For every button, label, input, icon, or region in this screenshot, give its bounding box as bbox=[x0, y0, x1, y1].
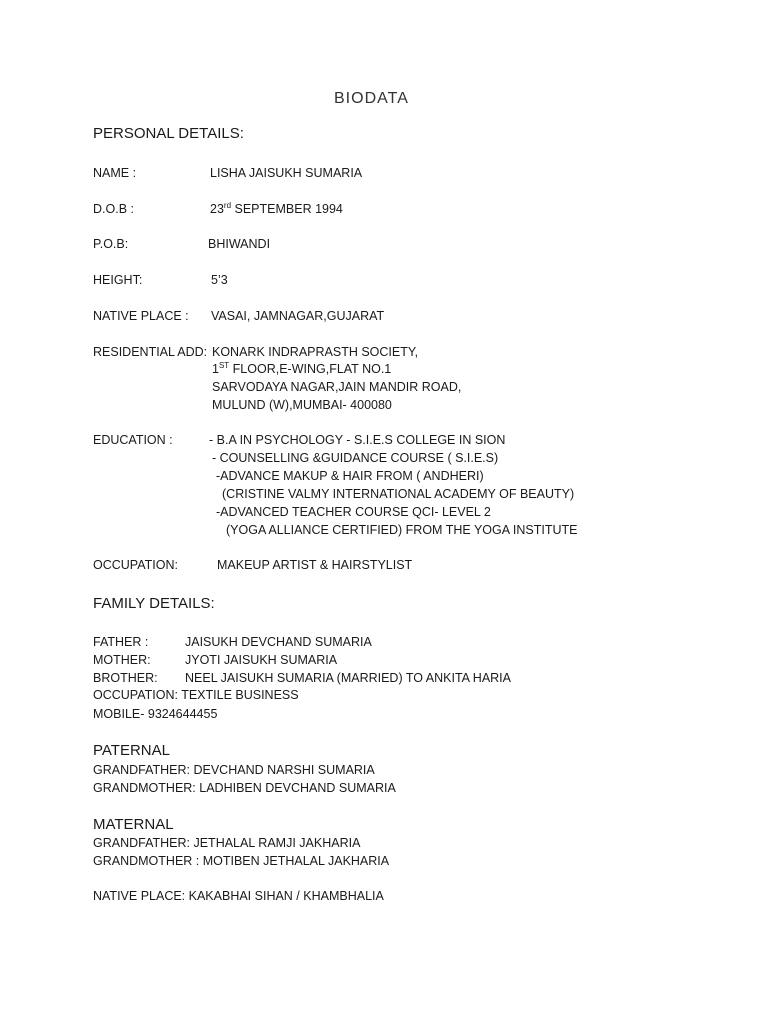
mother-label: MOTHER: bbox=[93, 653, 151, 667]
paternal-grandfather: GRANDFATHER: DEVCHAND NARSHI SUMARIA bbox=[93, 763, 375, 777]
pob-value: BHIWANDI bbox=[208, 237, 271, 251]
education-item: -ADVANCE MAKUP & HAIR FROM ( ANDHERI) bbox=[216, 469, 484, 483]
education-item: - B.A IN PSYCHOLOGY - S.I.E.S COLLEGE IN SION bbox=[209, 433, 506, 447]
family-details-heading: FAMILY DETAILS: bbox=[93, 595, 215, 612]
document-title: BIODATA bbox=[334, 90, 409, 107]
education-item: (YOGA ALLIANCE CERTIFIED) FROM THE YOGA INSTITUTE bbox=[226, 523, 578, 537]
address-line-1: KONARK INDRAPRASTH SOCIETY, bbox=[212, 345, 419, 359]
mother-value: JYOTI JAISUKH SUMARIA bbox=[185, 653, 338, 667]
maternal-heading: MATERNAL bbox=[93, 816, 174, 833]
paternal-grandmother: GRANDMOTHER: LADHIBEN DEVCHAND SUMARIA bbox=[93, 781, 396, 795]
height-label: HEIGHT: bbox=[93, 273, 143, 287]
brother-occupation: OCCUPATION: TEXTILE BUSINESS bbox=[93, 688, 299, 702]
dob-label: D.O.B : bbox=[93, 202, 134, 216]
maternal-grandmother: GRANDMOTHER : MOTIBEN JETHALAL JAKHARIA bbox=[93, 854, 390, 868]
personal-details-heading: PERSONAL DETAILS: bbox=[93, 125, 244, 142]
name-label: NAME : bbox=[93, 166, 137, 180]
father-label: FATHER : bbox=[93, 635, 149, 649]
father-value: JAISUKH DEVCHAND SUMARIA bbox=[185, 635, 372, 649]
paternal-heading: PATERNAL bbox=[93, 742, 170, 759]
residential-address-label: RESIDENTIAL ADD: bbox=[93, 345, 208, 359]
dob-value: 23rd SEPTEMBER 1994 bbox=[210, 200, 343, 216]
brother-label: BROTHER: bbox=[93, 671, 158, 685]
address-line-4: MULUND (W),MUMBAI- 400080 bbox=[212, 398, 392, 412]
address-line-3: SARVODAYA NAGAR,JAIN MANDIR ROAD, bbox=[212, 380, 462, 394]
occupation-label: OCCUPATION: bbox=[93, 558, 178, 572]
education-item: - COUNSELLING &GUIDANCE COURSE ( S.I.E.S) bbox=[212, 451, 499, 465]
brother-value: NEEL JAISUKH SUMARIA (MARRIED) TO ANKITA HARIA bbox=[185, 671, 511, 685]
native-place-value: VASAI, JAMNAGAR,GUJARAT bbox=[211, 309, 385, 323]
education-label: EDUCATION : bbox=[93, 433, 173, 447]
native-place-label: NATIVE PLACE : bbox=[93, 309, 189, 323]
address-line-2: 1ST FLOOR,E-WING,FLAT NO.1 bbox=[212, 360, 392, 376]
education-item: -ADVANCED TEACHER COURSE QCI- LEVEL 2 bbox=[216, 505, 491, 519]
family-native-place: NATIVE PLACE: KAKABHAI SIHAN / KHAMBHALIA bbox=[93, 889, 384, 903]
maternal-grandfather: GRANDFATHER: JETHALAL RAMJI JAKHARIA bbox=[93, 836, 361, 850]
occupation-value: MAKEUP ARTIST & HAIRSTYLIST bbox=[217, 558, 413, 572]
mobile-number: MOBILE- 9324644455 bbox=[93, 707, 218, 721]
pob-label: P.O.B: bbox=[93, 237, 129, 251]
height-value: 5’3 bbox=[211, 273, 228, 287]
education-item: (CRISTINE VALMY INTERNATIONAL ACADEMY OF BEAUTY) bbox=[222, 487, 575, 501]
name-value: LISHA JAISUKH SUMARIA bbox=[210, 166, 363, 180]
